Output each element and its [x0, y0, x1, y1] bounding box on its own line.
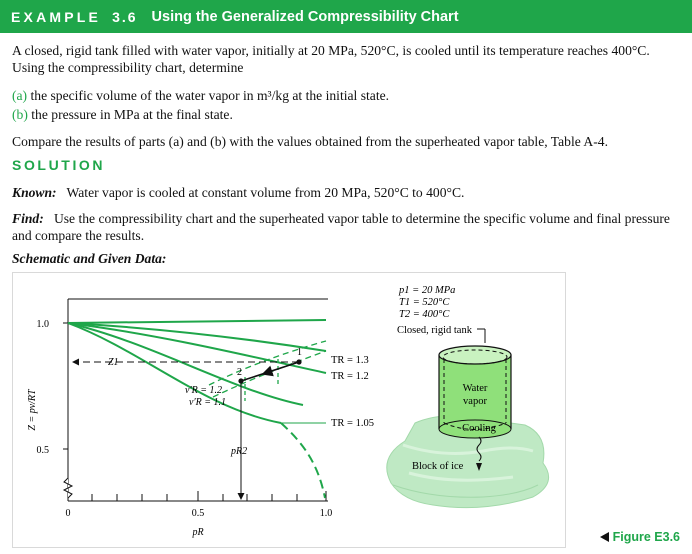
- compare-text: Compare the results of parts (a) and (b) with the values obtained from the superheated vapor table, Table A-4.: [12, 134, 608, 149]
- tr-12-label: TR = 1.2: [331, 371, 369, 382]
- find-line: [12, 210, 680, 244]
- figure-frame: [12, 272, 566, 548]
- part-a-text: the specific volume of the water vapor in m³/kg at the initial state.: [30, 88, 390, 103]
- tr-13-label: TR = 1.3: [331, 355, 369, 366]
- isotherm-tr-13: [68, 323, 326, 351]
- ice-label: Block of ice: [412, 461, 464, 472]
- figure-caption: [600, 530, 680, 544]
- schematic-label: Schematic and Given Data:: [12, 251, 167, 266]
- isotherm-tr-105: [68, 323, 281, 423]
- known-text: Water vapor is cooled at constant volume from 20 MPa, 520°C to 400°C.: [66, 185, 465, 200]
- water-label-1: Water: [462, 383, 488, 394]
- x-tick-05: 0.5: [191, 508, 205, 519]
- point-1-label: 1: [297, 347, 302, 358]
- find-text: Use the compressibility chart and the superheated vapor table to determine the specific volume and final pressure and compare the results.: [12, 211, 670, 243]
- find-label: Find:: [12, 211, 44, 226]
- problem-intro: A closed, rigid tank filled with water vapor, initially at 20 MPa, 520°C, is cooled until its temperature reaches 400°C. Using the compressibility chart, determine: [12, 43, 650, 75]
- compressibility-figure: [13, 273, 567, 549]
- part-a-label: (a): [12, 88, 28, 103]
- given-p1: p1 = 20 MPa: [399, 285, 456, 296]
- given-t1: T1 = 520°C: [399, 297, 450, 308]
- example-title: Using the Generalized Compressibility Chart: [151, 8, 459, 25]
- tr-105-label: TR = 1.05: [331, 418, 374, 429]
- y-tick-05: 0.5: [36, 445, 49, 456]
- pr2-label: pR2: [231, 446, 248, 457]
- part-b-text: the pressure in MPa at the final state.: [31, 107, 233, 122]
- solution-heading: SOLUTION: [12, 157, 106, 173]
- part-a: [12, 87, 680, 104]
- y-axis-label: Z = pv/RT: [27, 389, 38, 431]
- x-axis-label: pR: [192, 527, 204, 538]
- example-label: EXAMPLE: [11, 8, 102, 25]
- x-tick-0: 0: [65, 508, 71, 519]
- green-isotherms: [68, 320, 326, 498]
- z1-label: Z1: [108, 357, 119, 368]
- x-tick-1: 1.0: [319, 508, 333, 519]
- example-header-bar: [0, 0, 692, 33]
- known-label: Known:: [12, 185, 57, 200]
- example-number: 3.6: [112, 8, 138, 25]
- tank-label: Closed, rigid tank: [397, 325, 472, 336]
- water-label-2: vapor: [463, 396, 487, 407]
- vr-12-label: v′R = 1.2: [185, 385, 222, 396]
- given-t2: T2 = 400°C: [399, 309, 450, 320]
- point-2-label: 2: [237, 367, 242, 378]
- known-line: [12, 184, 680, 201]
- figure-caption-text: Figure E3.6: [612, 530, 680, 544]
- y-tick-1: 1.0: [36, 319, 49, 330]
- schematic-line: [12, 250, 680, 267]
- caption-arrow-icon: [600, 532, 609, 542]
- part-b: [12, 106, 680, 123]
- cooling-label: Cooling: [462, 423, 496, 434]
- process-line: [73, 359, 302, 499]
- part-b-label: (b): [12, 107, 28, 122]
- vr-11-label: v′R = 1.1: [189, 397, 226, 408]
